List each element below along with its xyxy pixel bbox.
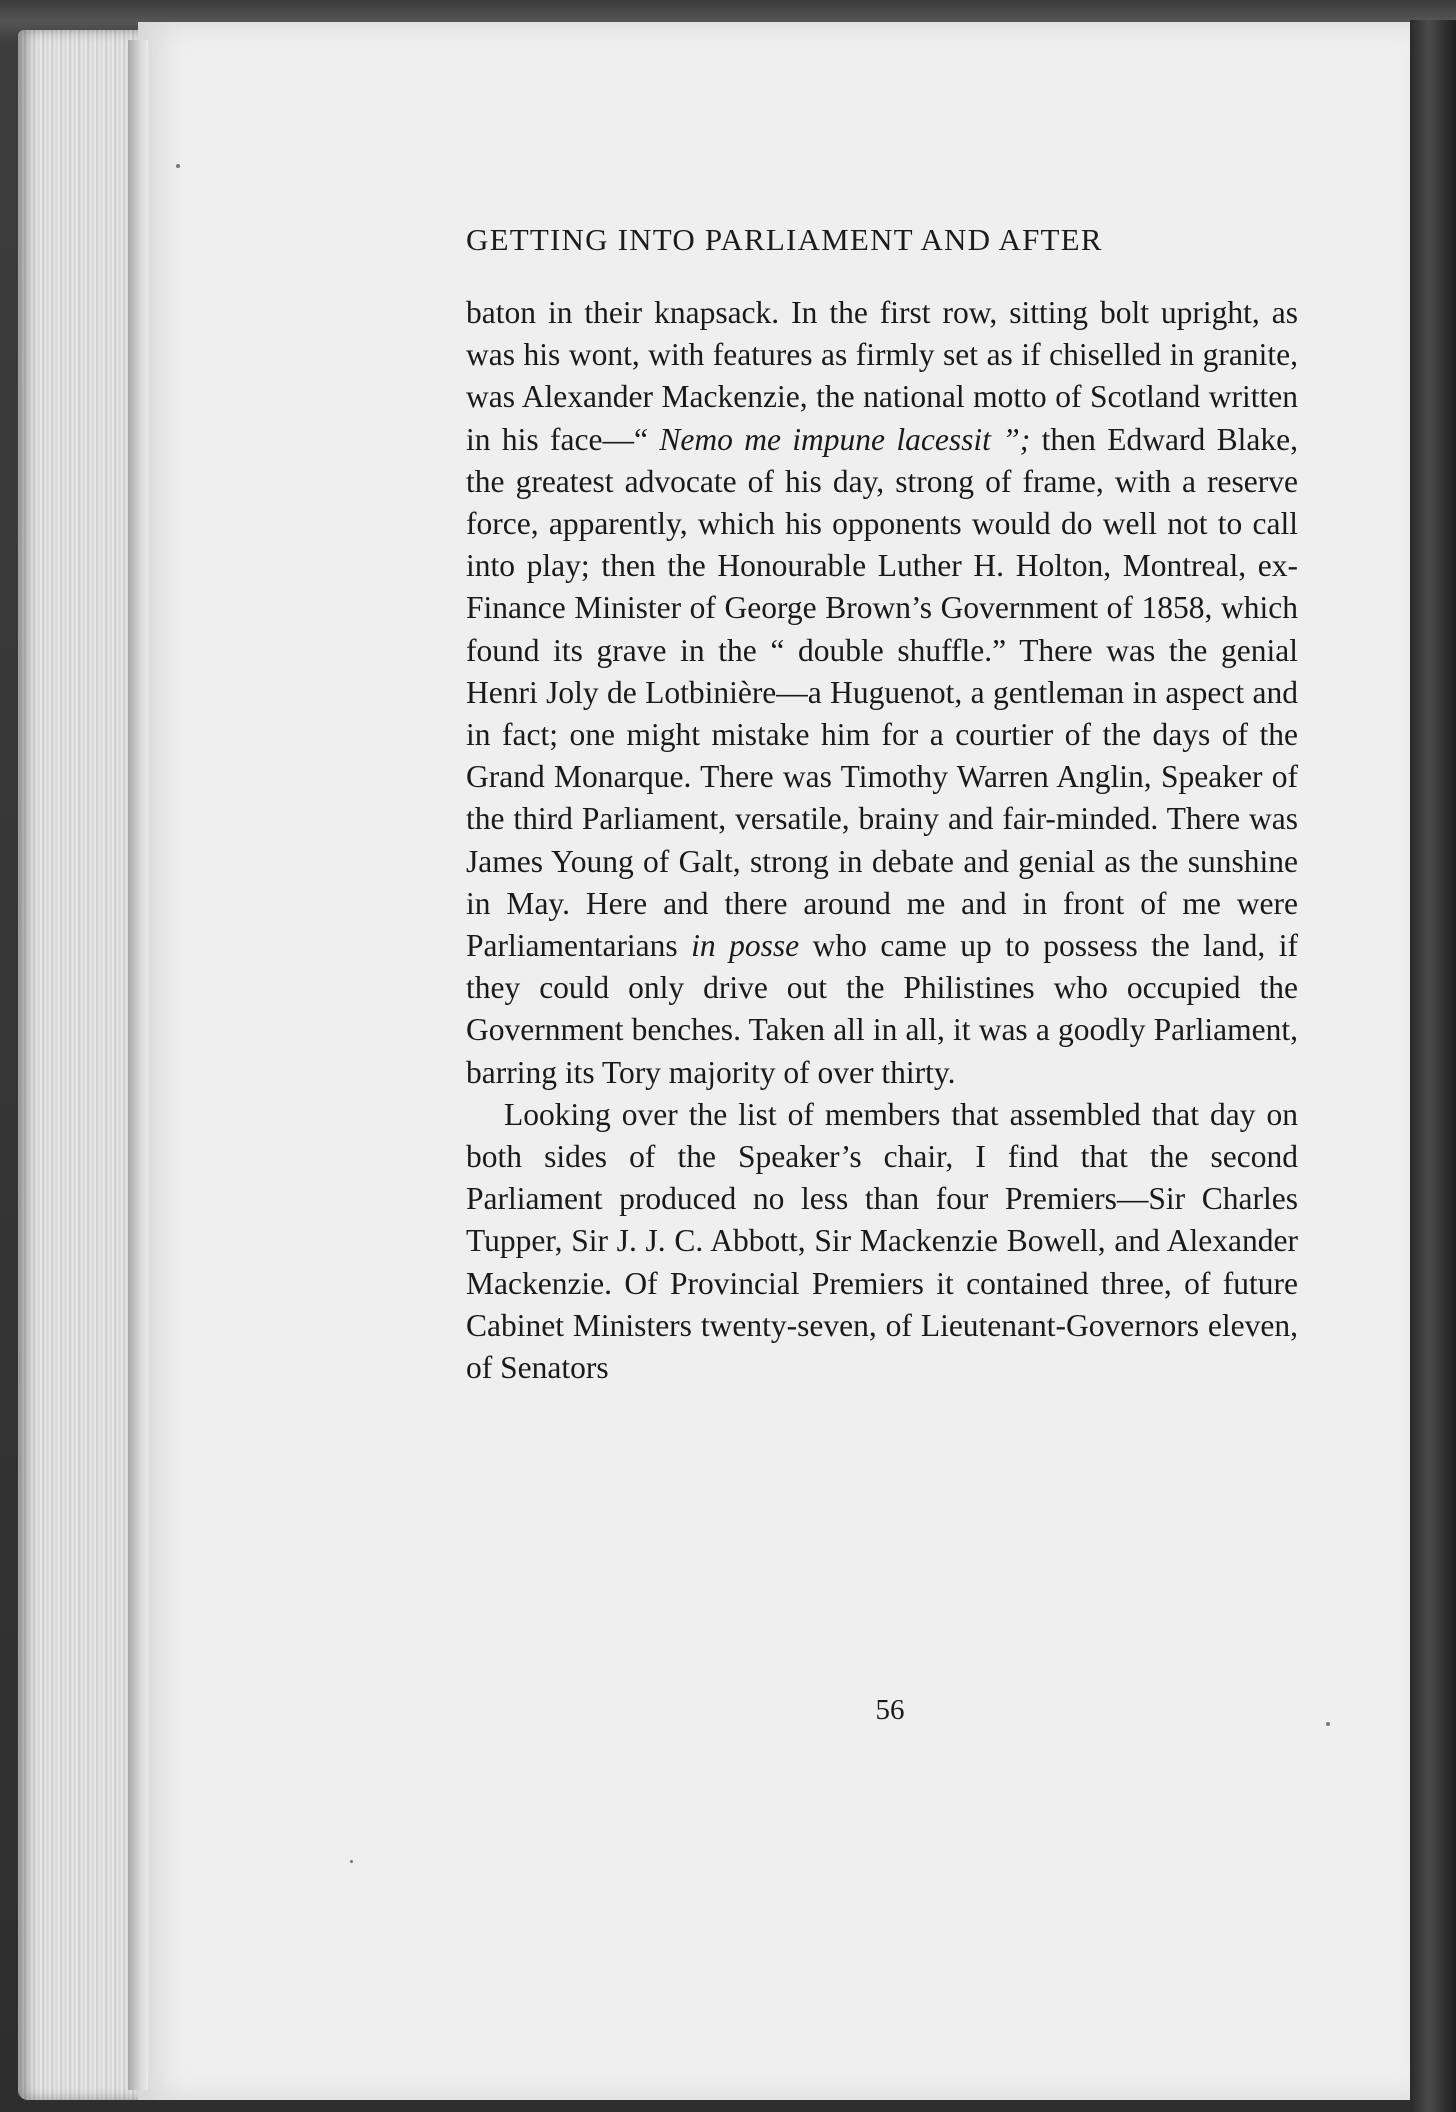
latin-motto: Nemo me impune lacessit ”; — [659, 421, 1031, 457]
text-segment: Looking over the list of members that assembled that day on both sides of the Speaker’s chair, I find that the second Parliament produced no less than four Premiers—Sir Charles Tupper, Sir J. J. C. Abbott, Sir Mackenzie Bowell, and Alexander Mackenzie. Of Provincial Premiers it contained three, of future Cabinet Ministers twenty-seven, of Lieutenant-Governors eleven, of Senators — [466, 1096, 1298, 1386]
scan-speck — [176, 164, 180, 168]
page-number: 56 — [875, 1694, 905, 1726]
scan-speck — [350, 1860, 353, 1863]
scan-speck — [1326, 1722, 1330, 1726]
page-gutter-shadow — [128, 40, 148, 2090]
body-text — [466, 292, 1298, 1389]
paragraph-1 — [466, 292, 1298, 1094]
paragraph-2 — [466, 1094, 1298, 1389]
text-segment: who came up to possess the land, if they could only drive out the Philistines who occupied the Government benches. Taken all in all, it was a goodly Parliament, barring its Tory majority of over thirty. — [466, 928, 1299, 1090]
book-cover-edge — [1410, 20, 1456, 2112]
latin-phrase: in posse — [691, 928, 800, 964]
running-head: GETTING INTO PARLIAMENT AND AFTER — [466, 222, 1103, 257]
text-segment: then Edward Blake, the greatest advocate of his day, strong of frame, with a reserve force, apparently, which his opponents would do well not to call into play; then the Honourable Luther H. Holton, Montreal, ex-Finance Minister of George Brown’s Government of 1858, which found its grave in the “ double shuffle.” There was the genial Henri Joly de Lotbinière—a Huguenot, a gentleman in aspect and in fact; one might mistake him for a courtier of the days of the Grand Monarque. There was Timothy Warren Anglin, Speaker of the third Parliament, versatile, brainy and fair-minded. There was James Young of Galt, strong in debate and genial as the sunshine in May. Here and there around me and in front of me were Parliamentarians — [466, 421, 1298, 964]
text-segment: baton in their knapsack. In the first row, sitting bolt upright, as was his wont, with features as firmly set as if chiselled in granite, was Alexander Mackenzie, the national motto of Scotland written in his face—“ — [466, 295, 1298, 457]
